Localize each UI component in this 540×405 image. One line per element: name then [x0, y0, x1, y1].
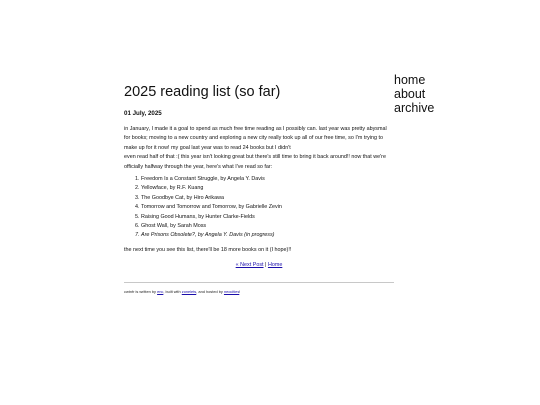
pager-separator: | [265, 262, 267, 269]
book-item-in-progress: 7. Are Prisons Obsolete?, by Angela Y. Davis (in progress) [141, 231, 394, 240]
post-date: 01 July, 2025 [124, 110, 162, 117]
post [124, 82, 394, 295]
post-title: 2025 reading list (so far) [124, 84, 281, 100]
footer-divider [124, 282, 394, 283]
post-outro: the next time you see this list, there'll be 18 more books on it (I hope)!! [124, 246, 292, 253]
book-list [124, 175, 394, 241]
intro-paragraph-part: even read half of that :( this year isn't looking great but there's still time to bring it back around!! now that we're officially halfway through the year, here's what I've read so far: [124, 154, 386, 170]
book-item: 1. Freedom Is a Constant Struggle, by Angela Y. Davis [141, 175, 394, 184]
book-item: 4. Tomorrow and Tomorrow and Tomorrow, by Gabrielle Zevin [141, 203, 394, 212]
next-post-link[interactable]: « Next Post [235, 262, 264, 269]
book-item: 5. Raising Good Humans, by Hunter Clarke-Fields [141, 213, 394, 222]
footer-text: , built with [163, 289, 182, 295]
nav-about-link[interactable]: about [394, 87, 426, 101]
book-item: 6. Ghost Wall, by Sarah Moss [141, 222, 394, 231]
footer-text: cwtnfr is written by [124, 289, 158, 295]
home-link[interactable]: Home [267, 262, 283, 269]
nav-archive-link[interactable]: archive [394, 101, 435, 115]
post-pager [124, 261, 394, 270]
footer-text: , and hosted by [196, 289, 224, 295]
footer-text: ! [239, 289, 241, 295]
author-link[interactable]: enc [157, 289, 164, 295]
site-footer [124, 289, 394, 295]
nav-home-link[interactable]: home [394, 73, 426, 87]
intro-paragraph-part: in January, I made it a goal to spend as much free time reading as I possibly can. last year was pretty abysmal for books; moving to a new country and exploring a new city really took up all of our free time, so I'm trying to make up for it now! my goal last year was to read 24 books but I didn't [124, 126, 387, 151]
host-link[interactable]: neocities [223, 289, 240, 295]
book-item: 2. Yellowface, by R.F. Kuang [141, 184, 394, 193]
site-nav [394, 73, 434, 115]
book-item: 3. The Goodbye Cat, by Hiro Arikawa [141, 194, 394, 203]
post-intro [124, 125, 394, 172]
builder-link[interactable]: zonelets [181, 289, 197, 295]
